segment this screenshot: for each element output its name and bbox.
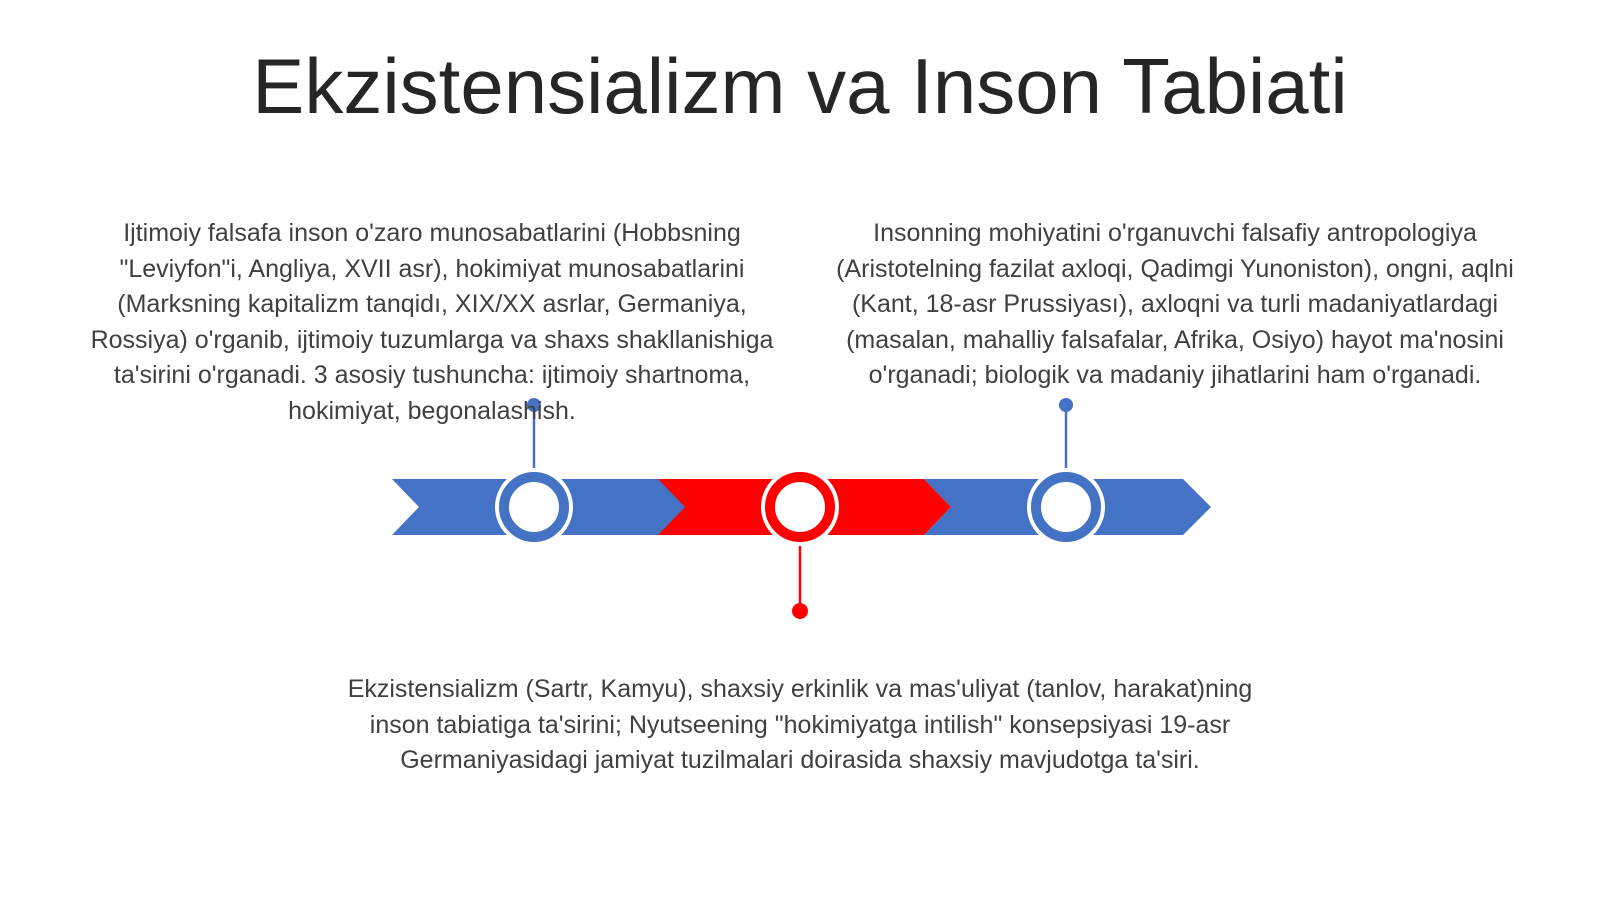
milestone-1-marker xyxy=(504,477,564,537)
milestone-1-description: Ijtimoiy falsafa inson o'zaro munosabatlarini (Hobbsning "Leviyfon"i, Angliya, XVII asr), hokimiyat munosabatlarini (Marksning kapitalizm tanqidı, XIX/XX asrlar, Germaniya, Rossiya) o'rganib, ijtimoiy tuzumlarga va shaxs shakllanishiga ta'sirini o'rganadi. 3 asosiy tushuncha: ijtimoiy shartnoma, hokimiyat, begonalashish. xyxy=(90,219,774,425)
milestone-2-marker xyxy=(770,477,830,537)
slide-title: Ekzistensializm va Inson Tabiati xyxy=(252,42,1348,130)
milestone-3-description: Insonning mohiyatini o'rganuvchi falsafiy antropologiya (Aristotelning fazilat axloqi, Qadimgi Yunoniston), ongni, aqlni (Kant, 18-asr Prussiyası), axloqni va turli madaniyatlardagi (masalan, mahalliy falsafalar, Afrika, Osiyo) hayot ma'nosini o'rganadi; biologik va madaniy jihatlarini ham o'rganadi. xyxy=(836,219,1514,389)
milestone-3-marker xyxy=(1036,477,1096,537)
milestone-2-description: Ekzistensializm (Sartr, Kamyu), shaxsiy erkinlik va mas'uliyat (tanlov, harakat)ning inson tabiatiga ta'sirini; Nyutseening "hokimiyatga intilish" konsepsiyasi 19-asr Germaniyasidagi jamiyat tuzilmalari doirasida shaxsiy mavjudotga ta'siri. xyxy=(347,675,1253,774)
milestone-3-endpoint xyxy=(1059,398,1073,412)
milestone-2-endpoint xyxy=(792,603,808,619)
